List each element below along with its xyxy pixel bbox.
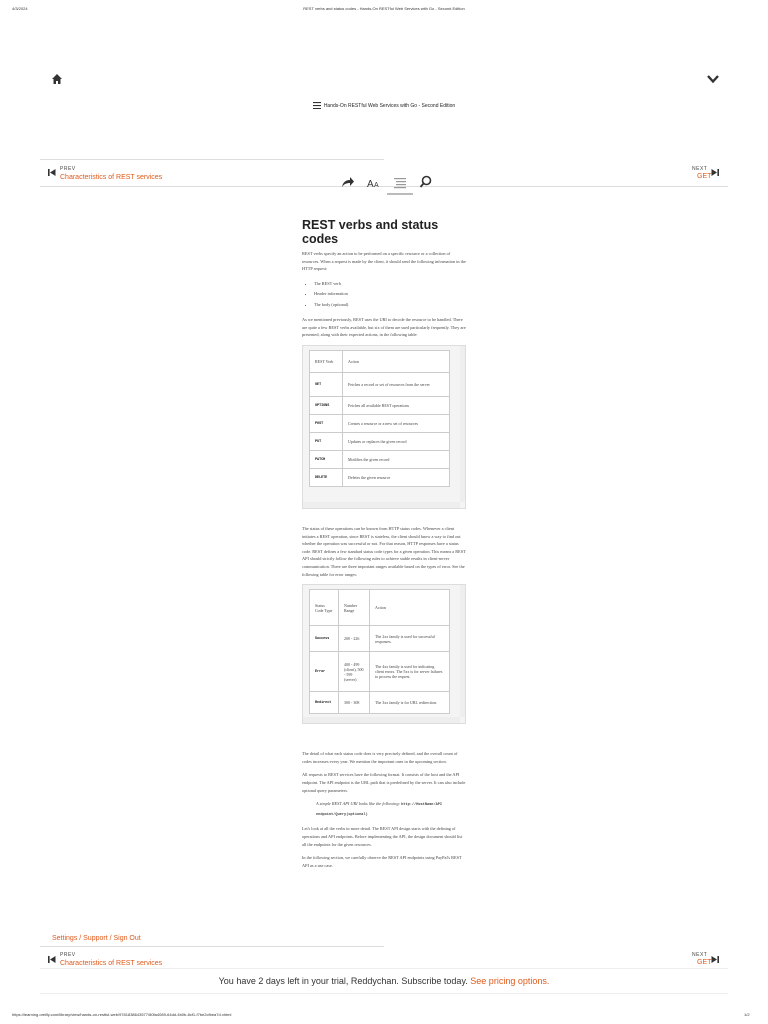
status-table: [309, 589, 450, 714]
article-paragraph: In the following section, we carefully observe the REST API endpoints using PayPal's REST API as a use case.: [302, 855, 462, 868]
table-cell: Redirect: [310, 692, 339, 714]
svg-text:A: A: [367, 179, 374, 190]
table-cell: The 2xx family is used for successful responses.: [370, 626, 450, 652]
pricing-link[interactable]: See pricing options.: [470, 976, 550, 986]
skip-previous-icon[interactable]: [48, 955, 56, 966]
skip-previous-icon[interactable]: [48, 168, 56, 179]
horizontal-scrollbar[interactable]: [303, 502, 460, 508]
vertical-scrollbar[interactable]: [460, 346, 465, 502]
skip-next-icon[interactable]: [711, 955, 719, 966]
table-cell: PATCH: [310, 451, 343, 469]
table-cell: PUT: [310, 433, 343, 451]
quote-text: A simple REST API URI looks like the following:: [316, 801, 401, 807]
table-of-contents-icon[interactable]: [393, 176, 407, 190]
article-paragraph: The detail of what each status code does is very precisely defined, and the overall count of codes increases every year. We mention the important ones in the upcoming section.: [302, 751, 458, 764]
verbs-table-container[interactable]: [302, 345, 466, 509]
table-cell: Modifies the given record: [343, 451, 450, 469]
table-cell: POST: [310, 415, 343, 433]
print-title: REST verbs and status codes - Hands-On RESTful Web Services with Go - Second Edition: [303, 6, 465, 11]
prev-label: PREV: [60, 952, 76, 958]
page-number: 1/2: [744, 1012, 750, 1017]
trial-text: You have 2 days left in your trial, Reddychan. Subscribe today.: [218, 976, 468, 986]
table-cell: 400 - 499 (client), 500 - 599 (server): [339, 652, 370, 692]
trial-banner: [40, 968, 728, 994]
share-icon[interactable]: [341, 175, 355, 189]
prev-link[interactable]: Characteristics of REST services: [60, 960, 163, 967]
svg-text:A: A: [374, 182, 379, 189]
table-cell: Success: [310, 626, 339, 652]
bullet-list: [302, 279, 466, 311]
table-cell: Fetches all available REST operations: [343, 397, 450, 415]
search-icon[interactable]: [419, 175, 433, 189]
prev-link[interactable]: Characteristics of REST services: [60, 174, 163, 181]
table-cell: The 3xx family is for URL redirection.: [370, 692, 450, 714]
table-cell: The 4xx family is used for indicating client errors. The 5xx is for server failures to process the request.: [370, 652, 450, 692]
next-link[interactable]: GET: [697, 173, 712, 180]
table-cell: Fetches a record or set of resources from the server: [343, 373, 450, 397]
table-cell: Deletes the given resource: [343, 469, 450, 487]
table-cell: Error: [310, 652, 339, 692]
table-cell: Updates or replaces the given record: [343, 433, 450, 451]
table-cell: 200 - 226: [339, 626, 370, 652]
next-label: NEXT: [692, 166, 708, 172]
table-header: Status Code Type: [310, 590, 339, 626]
table-cell: OPTIONS: [310, 397, 343, 415]
blockquote: [316, 800, 466, 819]
verbs-table: [309, 350, 450, 487]
table-header: REST Verb: [310, 351, 343, 373]
table-header: Action: [343, 351, 450, 373]
list-item: • The REST verb: [314, 279, 466, 290]
horizontal-scrollbar[interactable]: [303, 717, 460, 723]
font-size-icon[interactable]: [367, 176, 381, 190]
table-cell: Creates a resource or a new set of resources: [343, 415, 450, 433]
quote-code: http://HostName/API endpoint/Query(optional): [316, 803, 443, 817]
table-cell: GET: [310, 373, 343, 397]
divider: [40, 946, 384, 947]
article-paragraph: As we mentioned previously, REST uses the URI to decode the resource to be handled. There are quite a few REST verbs available, but six of them are used particularly frequently. They are presented, along with their expected actions, in the following table:: [302, 317, 466, 338]
print-date: 4/3/2024: [12, 6, 28, 11]
article: [302, 218, 466, 875]
book-title-link[interactable]: [0, 102, 768, 109]
article-intro: REST verbs specify an action to be performed on a specific resource or a collection of resources. When a request is made by the client, it should send the following information in the HTTP request:: [302, 251, 466, 272]
article-title: REST verbs and status codes: [302, 218, 439, 246]
active-tab-indicator: [387, 193, 413, 195]
divider: [40, 186, 728, 187]
list-icon: [313, 102, 321, 109]
article-paragraph: Let's look at all the verbs in more detail. The REST API design starts with the defining of operations and API endpoints. Before implementing the API, the design document should list all the endpoints for the given resources.: [302, 826, 463, 847]
footer-links[interactable]: Settings / Support / Sign Out: [52, 935, 141, 942]
skip-next-icon[interactable]: [711, 168, 719, 179]
table-cell: 300 - 308: [339, 692, 370, 714]
vertical-scrollbar[interactable]: [460, 585, 465, 717]
next-link[interactable]: GET: [697, 959, 712, 966]
next-label: NEXT: [692, 952, 708, 958]
table-header: Action: [370, 590, 450, 626]
article-paragraph: All requests to REST services have the following format. It consists of the host and the API endpoint. The API endpoint is the URL path that is predefined by the server. It can also include optional query parameters.: [302, 772, 466, 793]
list-item: • The body (optional): [314, 300, 466, 311]
home-icon[interactable]: [51, 72, 63, 84]
divider: [40, 159, 384, 160]
table-header: Number Range: [339, 590, 370, 626]
book-title: Hands-On RESTful Web Services with Go - Second Edition: [323, 102, 456, 109]
article-paragraph: The status of these operations can be known from HTTP status codes. Whenever a client initiates a REST operation, since REST is stateless, the client should know a way to find out whether the operation was successful or not. For that reason, HTTP responses have a status code. REST defines a few standard status code types for a given operation. This means a REST API should strictly follow the following rules to achieve stable results in client-server communication. There are three important ranges available based on the types of error. See the following table for error ranges:: [302, 526, 466, 577]
chevron-down-icon[interactable]: [706, 72, 720, 84]
table-cell: DELETE: [310, 469, 343, 487]
prev-label: PREV: [60, 166, 76, 172]
print-url: https://learning.oreilly.com/library/view/hands-on-restful-web/9781838643577/80fa4089-64dd-4b0b-8cf1-f7be2cfbea7d.xhtml: [12, 1012, 232, 1017]
status-table-container[interactable]: [302, 584, 466, 724]
list-item: • Header information: [314, 289, 466, 300]
